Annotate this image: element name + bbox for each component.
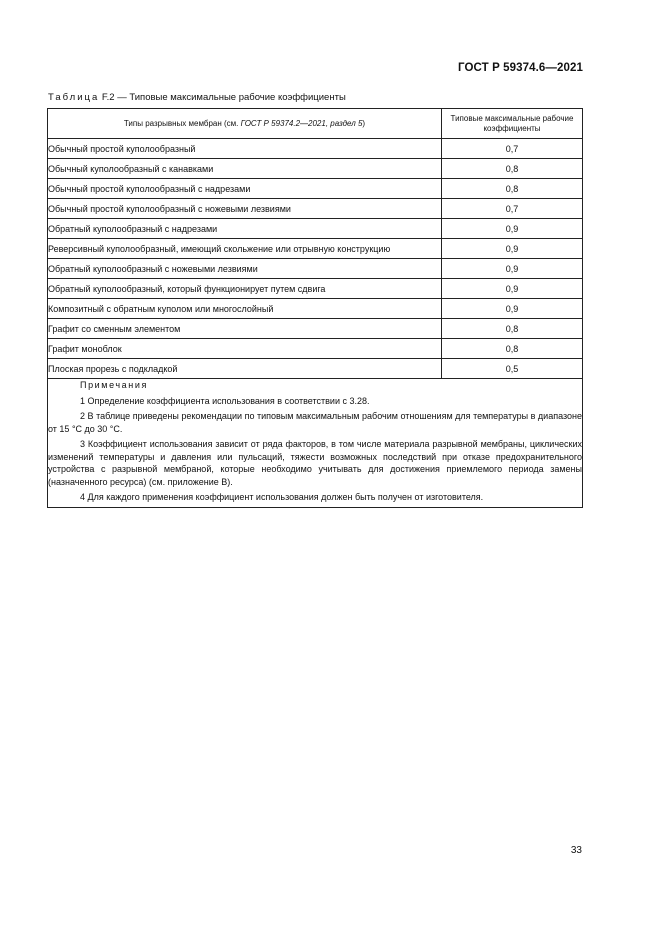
- membrane-type-cell: Графит моноблок: [48, 339, 442, 359]
- table-row: [48, 199, 583, 219]
- coefficient-cell: 0,8: [442, 319, 583, 339]
- coefficient-cell: 0,8: [442, 339, 583, 359]
- notes-cell: [48, 379, 583, 508]
- caption-number: F.2: [101, 92, 115, 103]
- table-row: [48, 219, 583, 239]
- membrane-type-cell: Графит со сменным элементом: [48, 319, 442, 339]
- coefficients-table: [47, 108, 583, 508]
- coefficient-cell: 0,8: [442, 159, 583, 179]
- coefficient-cell: 0,9: [442, 299, 583, 319]
- table-row: [48, 239, 583, 259]
- membrane-type-cell: Плоская прорезь с подкладкой: [48, 359, 442, 379]
- membrane-type-cell: Обычный простой куполообразный с надрезами: [48, 179, 442, 199]
- column-header-type-ref: ГОСТ Р 59374.2—2021, раздел 5: [240, 118, 363, 128]
- coefficient-cell: 0,7: [442, 199, 583, 219]
- note-item: 1 Определение коэффициента использования в соответствии с 3.28.: [80, 395, 370, 406]
- note-item: 4 Для каждого применения коэффициент использования должен быть получен от изготовителя.: [80, 492, 484, 502]
- membrane-type-cell: Обычный простой куполообразный: [48, 139, 442, 159]
- column-header-type-text: Типы разрывных мембран (см.: [123, 118, 239, 128]
- table-row: [48, 339, 583, 359]
- coefficient-cell: 0,9: [442, 279, 583, 299]
- membrane-type-cell: Композитный с обратным куполом или многослойный: [48, 299, 442, 319]
- coefficient-cell: 0,5: [442, 359, 583, 379]
- notes-title: Примечания: [80, 380, 148, 390]
- table-row: [48, 139, 583, 159]
- table-row: [48, 319, 583, 339]
- column-header-coefficient: Типовые максимальные рабочие коэффициенты: [442, 109, 583, 139]
- coefficient-cell: 0,7: [442, 139, 583, 159]
- table-row: [48, 279, 583, 299]
- table-row: [48, 179, 583, 199]
- caption-title: — Типовые максимальные рабочие коэффициенты: [117, 92, 346, 103]
- notes-row: [48, 379, 583, 508]
- caption-label: Таблица: [48, 92, 100, 103]
- table-row: [48, 259, 583, 279]
- column-header-type-end: ): [362, 118, 366, 128]
- table-caption: [48, 92, 346, 103]
- coefficient-cell: 0,9: [442, 259, 583, 279]
- membrane-type-cell: Обратный куполообразный, который функционирует путем сдвига: [48, 279, 442, 299]
- coefficient-cell: 0,9: [442, 219, 583, 239]
- column-header-type: [48, 109, 442, 139]
- document-id: ГОСТ Р 59374.6—2021: [458, 62, 583, 74]
- table-body: [48, 139, 583, 508]
- membrane-type-cell: Обычный куполообразный с канавками: [48, 159, 442, 179]
- membrane-type-cell: Реверсивный куполообразный, имеющий скольжение или отрывную конструкцию: [48, 239, 442, 259]
- coefficient-cell: 0,9: [442, 239, 583, 259]
- table-row: [48, 299, 583, 319]
- coefficient-cell: 0,8: [442, 179, 583, 199]
- table-header-row: [48, 109, 583, 139]
- membrane-type-cell: Обратный куполообразный с ножевыми лезвиями: [48, 259, 442, 279]
- membrane-type-cell: Обычный простой куполообразный с ножевыми лезвиями: [48, 199, 442, 219]
- table-row: [48, 359, 583, 379]
- table-row: [48, 159, 583, 179]
- note-item: 3 Коэффициент использования зависит от ряда факторов, в том числе материала разрывной мембраны, циклических изменений температуры и давления или пульсаций, тяжести возможных последствий при отказе предохранительного устройства с разрывной мембраной, которые необходимо учитывать для достижения приемлемого периода замены (назначенного ресурса) (см. приложение В).: [48, 439, 582, 487]
- page-number: 33: [570, 845, 582, 856]
- membrane-type-cell: Обратный куполообразный с надрезами: [48, 219, 442, 239]
- note-item: 2 В таблице приведены рекомендации по типовым максимальным рабочим отношениям для температуры в диапазоне от 15 °С до 30 °С.: [48, 411, 582, 434]
